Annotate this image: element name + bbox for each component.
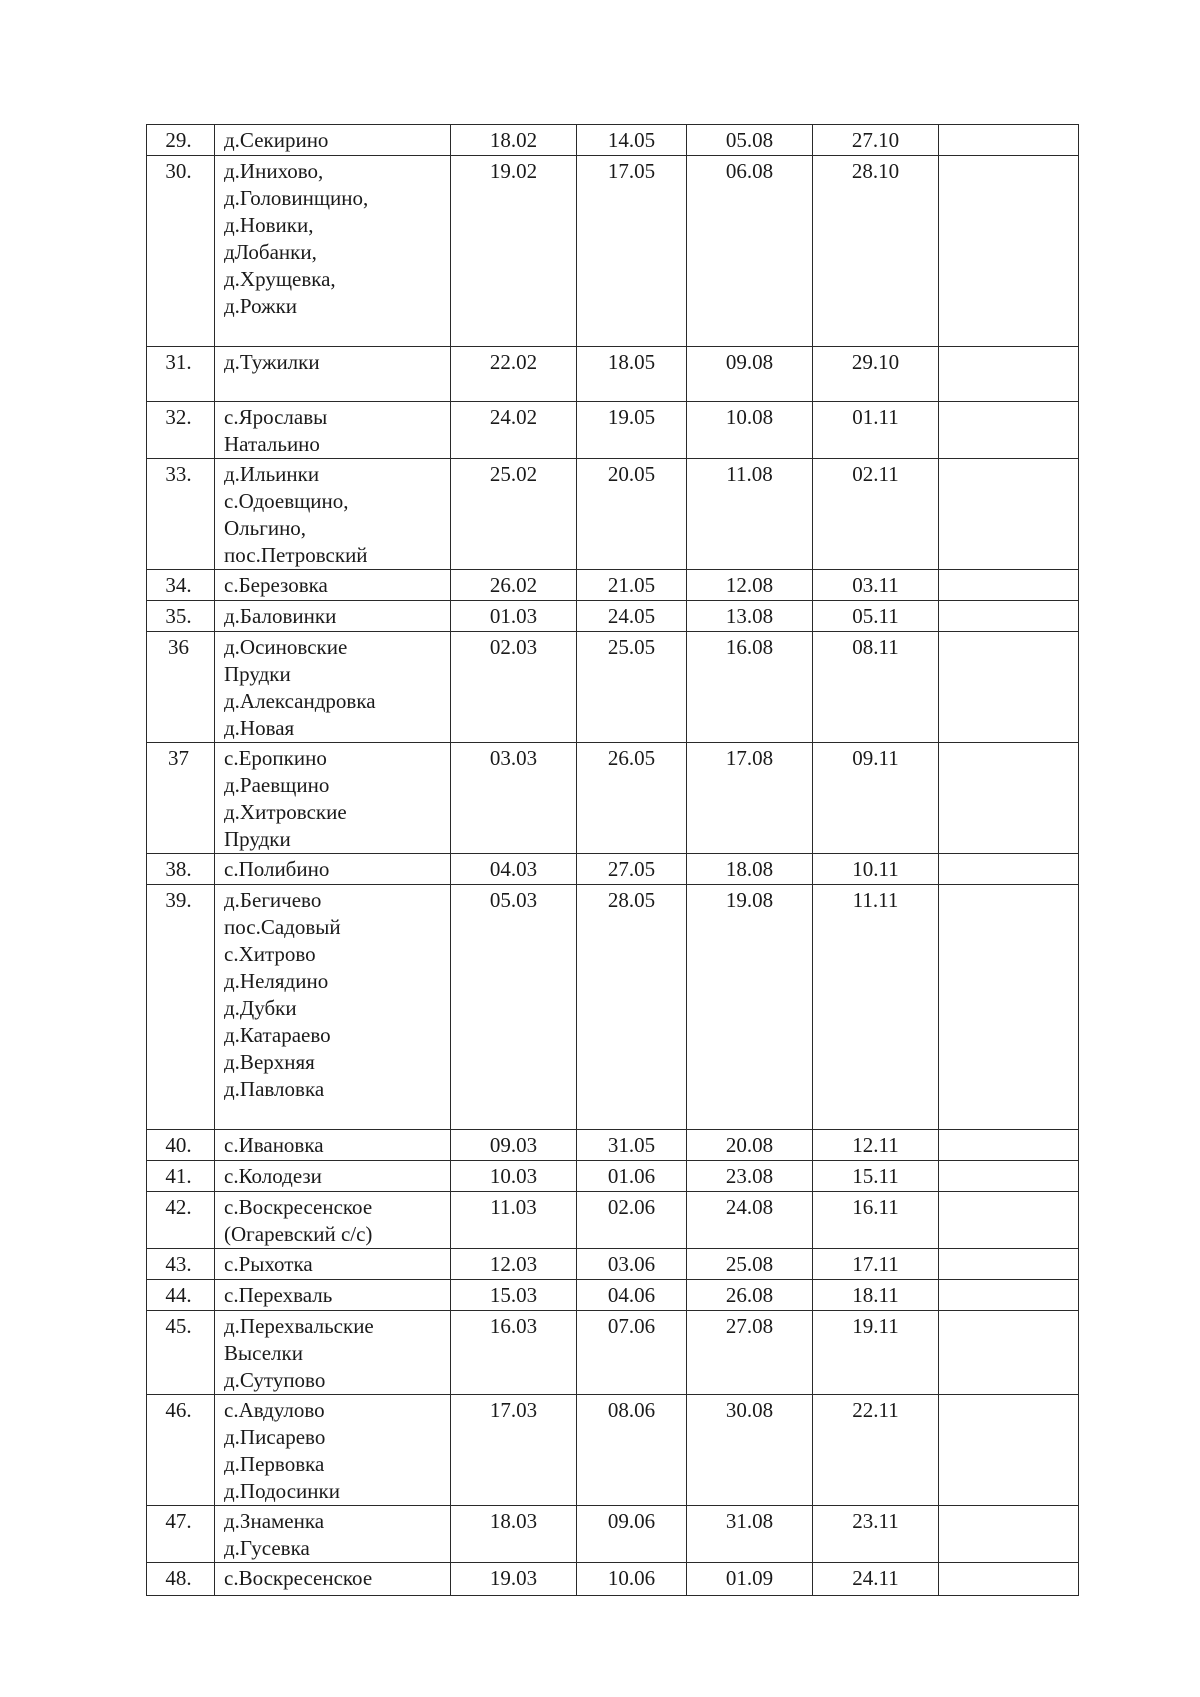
settlement-cell <box>215 1161 451 1192</box>
empty-cell <box>939 570 1079 601</box>
date-cell-2: 25.05 <box>577 632 687 743</box>
empty-cell <box>939 1280 1079 1311</box>
settlement-cell <box>215 885 451 1130</box>
date-cell-3: 17.08 <box>687 743 813 854</box>
date-cell-2: 18.05 <box>577 347 687 402</box>
table-row <box>147 1506 1079 1563</box>
schedule-table <box>146 124 1079 1596</box>
settlement-name: с.Воскресенское <box>224 1566 373 1590</box>
table-row <box>147 1192 1079 1249</box>
row-number-cell: 30. <box>147 156 215 347</box>
empty-cell <box>939 347 1079 402</box>
date-cell-1: 22.02 <box>451 347 577 402</box>
date-cell-2: 07.06 <box>577 1311 687 1395</box>
date-cell-1: 16.03 <box>451 1311 577 1395</box>
row-number-cell: 36 <box>147 632 215 743</box>
settlement-name: д.Рожки <box>224 294 298 318</box>
date-cell-3: 30.08 <box>687 1395 813 1506</box>
settlement-name: Натальино <box>224 432 320 456</box>
date-cell-4: 12.11 <box>813 1130 939 1161</box>
date-cell-2: 20.05 <box>577 459 687 570</box>
row-number-cell: 31. <box>147 347 215 402</box>
table-row <box>147 1161 1079 1192</box>
date-cell-1: 12.03 <box>451 1249 577 1280</box>
date-cell-4: 02.11 <box>813 459 939 570</box>
settlement-name: Прудки <box>224 827 291 851</box>
settlement-name: (Огаревский с/с) <box>224 1222 373 1246</box>
settlement-name: д.Знаменка <box>224 1509 325 1533</box>
date-cell-3: 23.08 <box>687 1161 813 1192</box>
settlement-name: д.Нелядино <box>224 969 329 993</box>
settlement-name: д.Секирино <box>224 128 329 152</box>
date-cell-2: 19.05 <box>577 402 687 459</box>
date-cell-4: 22.11 <box>813 1395 939 1506</box>
settlement-name: с.Хитрово <box>224 942 316 966</box>
date-cell-2: 14.05 <box>577 125 687 156</box>
settlement-name: д.Дубки <box>224 996 297 1020</box>
row-number-cell: 39. <box>147 885 215 1130</box>
table-row <box>147 570 1079 601</box>
date-cell-1: 25.02 <box>451 459 577 570</box>
date-cell-4: 10.11 <box>813 854 939 885</box>
settlement-cell <box>215 1280 451 1311</box>
empty-cell <box>939 1506 1079 1563</box>
settlement-name: д.Хрущевка, <box>224 267 336 291</box>
settlement-name: с.Воскресенское <box>224 1195 373 1219</box>
date-cell-4: 24.11 <box>813 1563 939 1596</box>
settlement-cell <box>215 743 451 854</box>
table-row <box>147 156 1079 347</box>
table-row <box>147 743 1079 854</box>
table-row <box>147 1395 1079 1506</box>
date-cell-4: 19.11 <box>813 1311 939 1395</box>
table-row <box>147 854 1079 885</box>
date-cell-2: 09.06 <box>577 1506 687 1563</box>
empty-cell <box>939 1161 1079 1192</box>
row-number-cell: 46. <box>147 1395 215 1506</box>
table-row <box>147 601 1079 632</box>
settlement-cell <box>215 459 451 570</box>
settlement-name: д.Бегичево <box>224 888 322 912</box>
date-cell-2: 27.05 <box>577 854 687 885</box>
date-cell-2: 10.06 <box>577 1563 687 1596</box>
settlement-cell <box>215 601 451 632</box>
row-number-cell: 40. <box>147 1130 215 1161</box>
empty-cell <box>939 1563 1079 1596</box>
row-number-cell: 47. <box>147 1506 215 1563</box>
date-cell-1: 05.03 <box>451 885 577 1130</box>
date-cell-1: 15.03 <box>451 1280 577 1311</box>
settlement-name: пос.Петровский <box>224 543 368 567</box>
date-cell-3: 11.08 <box>687 459 813 570</box>
settlement-cell <box>215 1395 451 1506</box>
empty-cell <box>939 125 1079 156</box>
date-cell-4: 16.11 <box>813 1192 939 1249</box>
date-cell-3: 10.08 <box>687 402 813 459</box>
date-cell-2: 21.05 <box>577 570 687 601</box>
empty-cell <box>939 1130 1079 1161</box>
row-number-cell: 35. <box>147 601 215 632</box>
date-cell-4: 08.11 <box>813 632 939 743</box>
row-number-cell: 48. <box>147 1563 215 1596</box>
settlement-name: пос.Садовый <box>224 915 341 939</box>
table-row <box>147 125 1079 156</box>
settlement-name: с.Ивановка <box>224 1133 324 1157</box>
empty-cell <box>939 632 1079 743</box>
date-cell-3: 18.08 <box>687 854 813 885</box>
date-cell-1: 26.02 <box>451 570 577 601</box>
empty-cell <box>939 156 1079 347</box>
settlement-cell <box>215 854 451 885</box>
settlement-name: д.Ильинки <box>224 462 320 486</box>
date-cell-4: 29.10 <box>813 347 939 402</box>
empty-cell <box>939 1395 1079 1506</box>
date-cell-4: 17.11 <box>813 1249 939 1280</box>
date-cell-4: 11.11 <box>813 885 939 1130</box>
date-cell-1: 02.03 <box>451 632 577 743</box>
date-cell-4: 01.11 <box>813 402 939 459</box>
date-cell-1: 24.02 <box>451 402 577 459</box>
settlement-name: д.Александровка <box>224 689 376 713</box>
settlement-name: д.Осиновские <box>224 635 348 659</box>
date-cell-2: 02.06 <box>577 1192 687 1249</box>
settlement-name: д.Писарево <box>224 1425 326 1449</box>
settlement-name: Ольгино, <box>224 516 307 540</box>
date-cell-4: 03.11 <box>813 570 939 601</box>
settlement-name: с.Полибино <box>224 857 330 881</box>
settlement-name: д.Новая <box>224 716 295 740</box>
row-number-cell: 45. <box>147 1311 215 1395</box>
date-cell-3: 26.08 <box>687 1280 813 1311</box>
date-cell-3: 25.08 <box>687 1249 813 1280</box>
schedule-table-body <box>147 125 1079 1596</box>
row-number-cell: 38. <box>147 854 215 885</box>
settlement-name: д.Новики, <box>224 213 314 237</box>
date-cell-2: 31.05 <box>577 1130 687 1161</box>
row-number-cell: 34. <box>147 570 215 601</box>
date-cell-3: 05.08 <box>687 125 813 156</box>
empty-cell <box>939 1249 1079 1280</box>
empty-cell <box>939 743 1079 854</box>
date-cell-3: 16.08 <box>687 632 813 743</box>
date-cell-2: 17.05 <box>577 156 687 347</box>
settlement-name: д.Первовка <box>224 1452 325 1476</box>
date-cell-1: 01.03 <box>451 601 577 632</box>
date-cell-3: 20.08 <box>687 1130 813 1161</box>
date-cell-1: 18.03 <box>451 1506 577 1563</box>
settlement-name: д.Павловка <box>224 1077 325 1101</box>
empty-cell <box>939 1192 1079 1249</box>
settlement-cell <box>215 1311 451 1395</box>
date-cell-2: 04.06 <box>577 1280 687 1311</box>
date-cell-3: 13.08 <box>687 601 813 632</box>
settlement-cell <box>215 632 451 743</box>
settlement-name: с.Ярославы <box>224 405 328 429</box>
date-cell-4: 28.10 <box>813 156 939 347</box>
settlement-name: с.Одоевщино, <box>224 489 349 513</box>
table-row <box>147 347 1079 402</box>
settlement-name: Выселки <box>224 1341 303 1365</box>
settlement-name: с.Березовка <box>224 573 328 597</box>
table-row <box>147 459 1079 570</box>
date-cell-1: 11.03 <box>451 1192 577 1249</box>
empty-cell <box>939 402 1079 459</box>
date-cell-2: 28.05 <box>577 885 687 1130</box>
date-cell-4: 15.11 <box>813 1161 939 1192</box>
settlement-name: с.Колодези <box>224 1164 322 1188</box>
empty-cell <box>939 1311 1079 1395</box>
date-cell-1: 18.02 <box>451 125 577 156</box>
settlement-name: Прудки <box>224 662 291 686</box>
settlement-cell <box>215 156 451 347</box>
table-row <box>147 1249 1079 1280</box>
date-cell-3: 31.08 <box>687 1506 813 1563</box>
date-cell-3: 12.08 <box>687 570 813 601</box>
settlement-name: д.Баловинки <box>224 604 337 628</box>
row-number-cell: 32. <box>147 402 215 459</box>
date-cell-1: 17.03 <box>451 1395 577 1506</box>
date-cell-3: 09.08 <box>687 347 813 402</box>
table-row <box>147 1563 1079 1596</box>
date-cell-2: 08.06 <box>577 1395 687 1506</box>
settlement-cell <box>215 1563 451 1596</box>
row-number-cell: 33. <box>147 459 215 570</box>
settlement-cell <box>215 570 451 601</box>
settlement-cell <box>215 1249 451 1280</box>
table-row <box>147 1280 1079 1311</box>
settlement-name: с.Рыхотка <box>224 1252 313 1276</box>
row-number-cell: 29. <box>147 125 215 156</box>
row-number-cell: 43. <box>147 1249 215 1280</box>
row-number-cell: 41. <box>147 1161 215 1192</box>
settlement-name: с.Авдулово <box>224 1398 325 1422</box>
date-cell-4: 23.11 <box>813 1506 939 1563</box>
empty-cell <box>939 854 1079 885</box>
settlement-name: д.Тужилки <box>224 350 320 374</box>
date-cell-2: 03.06 <box>577 1249 687 1280</box>
settlement-cell <box>215 402 451 459</box>
table-row <box>147 885 1079 1130</box>
settlement-cell <box>215 1192 451 1249</box>
table-row <box>147 1130 1079 1161</box>
settlement-name: д.Верхняя <box>224 1050 315 1074</box>
settlement-cell <box>215 125 451 156</box>
date-cell-1: 19.02 <box>451 156 577 347</box>
date-cell-4: 09.11 <box>813 743 939 854</box>
table-row <box>147 632 1079 743</box>
row-number-cell: 42. <box>147 1192 215 1249</box>
settlement-cell <box>215 347 451 402</box>
date-cell-4: 27.10 <box>813 125 939 156</box>
empty-cell <box>939 885 1079 1130</box>
date-cell-3: 27.08 <box>687 1311 813 1395</box>
settlement-name: д.Катараево <box>224 1023 331 1047</box>
empty-cell <box>939 459 1079 570</box>
date-cell-4: 18.11 <box>813 1280 939 1311</box>
empty-cell <box>939 601 1079 632</box>
settlement-name: с.Перехваль <box>224 1283 333 1307</box>
date-cell-1: 19.03 <box>451 1563 577 1596</box>
date-cell-2: 01.06 <box>577 1161 687 1192</box>
date-cell-1: 03.03 <box>451 743 577 854</box>
settlement-name: д.Головинщино, <box>224 186 369 210</box>
date-cell-2: 24.05 <box>577 601 687 632</box>
date-cell-2: 26.05 <box>577 743 687 854</box>
date-cell-4: 05.11 <box>813 601 939 632</box>
date-cell-1: 04.03 <box>451 854 577 885</box>
settlement-name: д.Хитровские <box>224 800 347 824</box>
settlement-name: д.Перехвальские <box>224 1314 374 1338</box>
row-number-cell: 44. <box>147 1280 215 1311</box>
date-cell-3: 01.09 <box>687 1563 813 1596</box>
date-cell-3: 06.08 <box>687 156 813 347</box>
settlement-name: д.Подосинки <box>224 1479 340 1503</box>
date-cell-1: 09.03 <box>451 1130 577 1161</box>
date-cell-3: 24.08 <box>687 1192 813 1249</box>
settlement-cell <box>215 1506 451 1563</box>
table-row <box>147 402 1079 459</box>
settlement-name: д.Раевщино <box>224 773 330 797</box>
date-cell-3: 19.08 <box>687 885 813 1130</box>
row-number-cell: 37 <box>147 743 215 854</box>
settlement-name: с.Еропкино <box>224 746 327 770</box>
date-cell-1: 10.03 <box>451 1161 577 1192</box>
settlement-name: дЛобанки, <box>224 240 317 264</box>
settlement-cell <box>215 1130 451 1161</box>
settlement-name: д.Гусевка <box>224 1536 310 1560</box>
settlement-name: д.Сутупово <box>224 1368 326 1392</box>
table-row <box>147 1311 1079 1395</box>
settlement-name: д.Инихово, <box>224 159 324 183</box>
